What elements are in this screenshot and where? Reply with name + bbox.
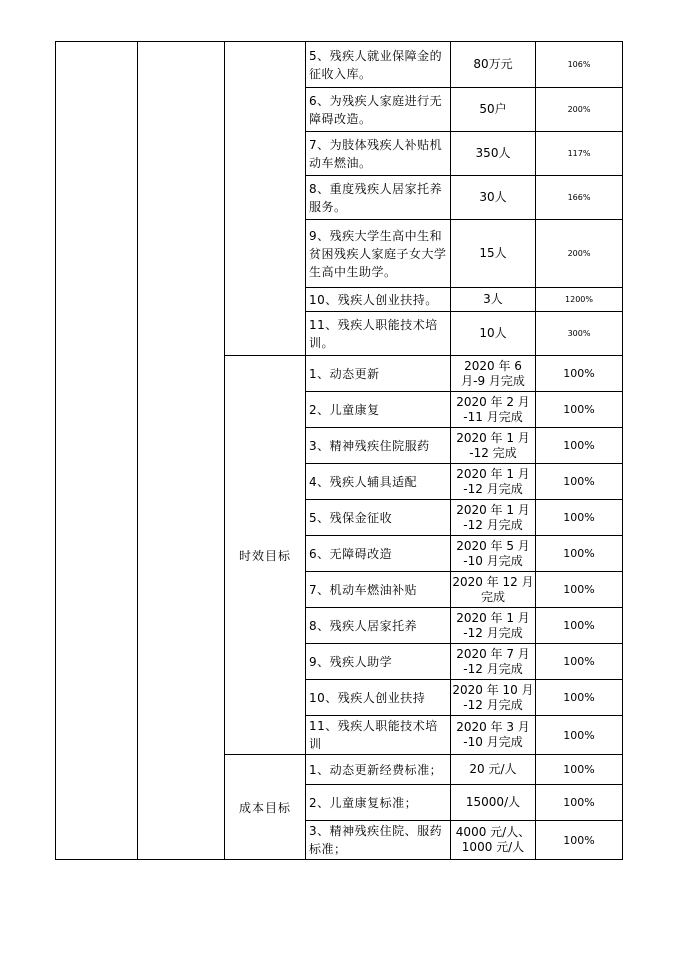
indicator-cell: 5、残保金征收	[306, 500, 451, 536]
indicator-cell: 10、残疾人创业扶持。	[306, 288, 451, 312]
rate-cell: 100%	[536, 464, 623, 500]
indicator-cell: 7、为肢体残疾人补贴机动车燃油。	[306, 132, 451, 176]
value-cell: 2020 年 7 月 -12 月完成	[451, 644, 536, 680]
rate-cell: 117%	[536, 132, 623, 176]
value-cell: 2020 年 1 月 -12 月完成	[451, 464, 536, 500]
value-cell: 15000/人	[451, 785, 536, 821]
indicator-cell: 7、机动车燃油补贴	[306, 572, 451, 608]
level1-category-cell	[56, 42, 138, 860]
indicator-cell: 2、儿童康复	[306, 392, 451, 428]
indicator-cell: 9、残疾人助学	[306, 644, 451, 680]
indicator-cell: 2、儿童康复标准；	[306, 785, 451, 821]
value-cell: 350人	[451, 132, 536, 176]
rate-cell: 166%	[536, 176, 623, 220]
rate-cell: 100%	[536, 500, 623, 536]
indicator-cell: 5、残疾人就业保障金的征收入库。	[306, 42, 451, 88]
rate-cell: 100%	[536, 680, 623, 716]
value-cell: 10人	[451, 312, 536, 356]
rate-cell: 100%	[536, 755, 623, 785]
value-cell: 2020 年 1 月 -12 月完成	[451, 608, 536, 644]
timeliness-category-cell: 时效目标	[225, 356, 306, 755]
value-cell: 2020 年 5 月 -10 月完成	[451, 536, 536, 572]
rate-cell: 100%	[536, 644, 623, 680]
value-cell: 2020 年 12 月 完成	[451, 572, 536, 608]
indicator-cell: 8、残疾人居家托养	[306, 608, 451, 644]
rate-cell: 100%	[536, 572, 623, 608]
value-cell: 80万元	[451, 42, 536, 88]
value-cell: 3人	[451, 288, 536, 312]
value-cell: 2020 年 1 月 -12 完成	[451, 428, 536, 464]
value-cell: 30人	[451, 176, 536, 220]
quantity-category-cell	[225, 42, 306, 356]
indicator-cell: 1、动态更新	[306, 356, 451, 392]
indicator-cell: 11、残疾人职能技术培训。	[306, 312, 451, 356]
table-row	[56, 42, 623, 88]
indicator-cell: 3、精神残疾住院服药	[306, 428, 451, 464]
rate-cell: 100%	[536, 608, 623, 644]
rate-cell: 106%	[536, 42, 623, 88]
indicator-cell: 6、为残疾人家庭进行无障碍改造。	[306, 88, 451, 132]
rate-cell: 200%	[536, 88, 623, 132]
rate-cell: 100%	[536, 356, 623, 392]
rate-cell: 100%	[536, 428, 623, 464]
indicator-cell: 9、残疾大学生高中生和贫困残疾人家庭子女大学生高中生助学。	[306, 220, 451, 288]
indicator-cell: 4、残疾人辅具适配	[306, 464, 451, 500]
indicator-cell: 10、残疾人创业扶持	[306, 680, 451, 716]
performance-target-table	[55, 41, 623, 860]
value-cell: 2020 年 1 月 -12 月完成	[451, 500, 536, 536]
value-cell: 2020 年 3 月 -10 月完成	[451, 716, 536, 755]
rate-cell: 300%	[536, 312, 623, 356]
rate-cell: 100%	[536, 536, 623, 572]
rate-cell: 100%	[536, 716, 623, 755]
value-cell: 20 元/人	[451, 755, 536, 785]
indicator-cell: 11、残疾人职能技术培训	[306, 716, 451, 755]
indicator-cell: 8、重度残疾人居家托养服务。	[306, 176, 451, 220]
rate-cell: 100%	[536, 821, 623, 860]
rate-cell: 100%	[536, 392, 623, 428]
value-cell: 50户	[451, 88, 536, 132]
indicator-cell: 1、动态更新经费标准；	[306, 755, 451, 785]
value-cell: 4000 元/人、1000 元/人	[451, 821, 536, 860]
rate-cell: 100%	[536, 785, 623, 821]
value-cell: 2020 年 6 月-9 月完成	[451, 356, 536, 392]
level2-category-cell	[138, 42, 225, 860]
rate-cell: 200%	[536, 220, 623, 288]
value-cell: 2020 年 10 月 -12 月完成	[451, 680, 536, 716]
rate-cell: 1200%	[536, 288, 623, 312]
value-cell: 2020 年 2 月 -11 月完成	[451, 392, 536, 428]
indicator-cell: 3、精神残疾住院、服药标准；	[306, 821, 451, 860]
indicator-cell: 6、无障碍改造	[306, 536, 451, 572]
cost-category-cell: 成本目标	[225, 755, 306, 860]
value-cell: 15人	[451, 220, 536, 288]
